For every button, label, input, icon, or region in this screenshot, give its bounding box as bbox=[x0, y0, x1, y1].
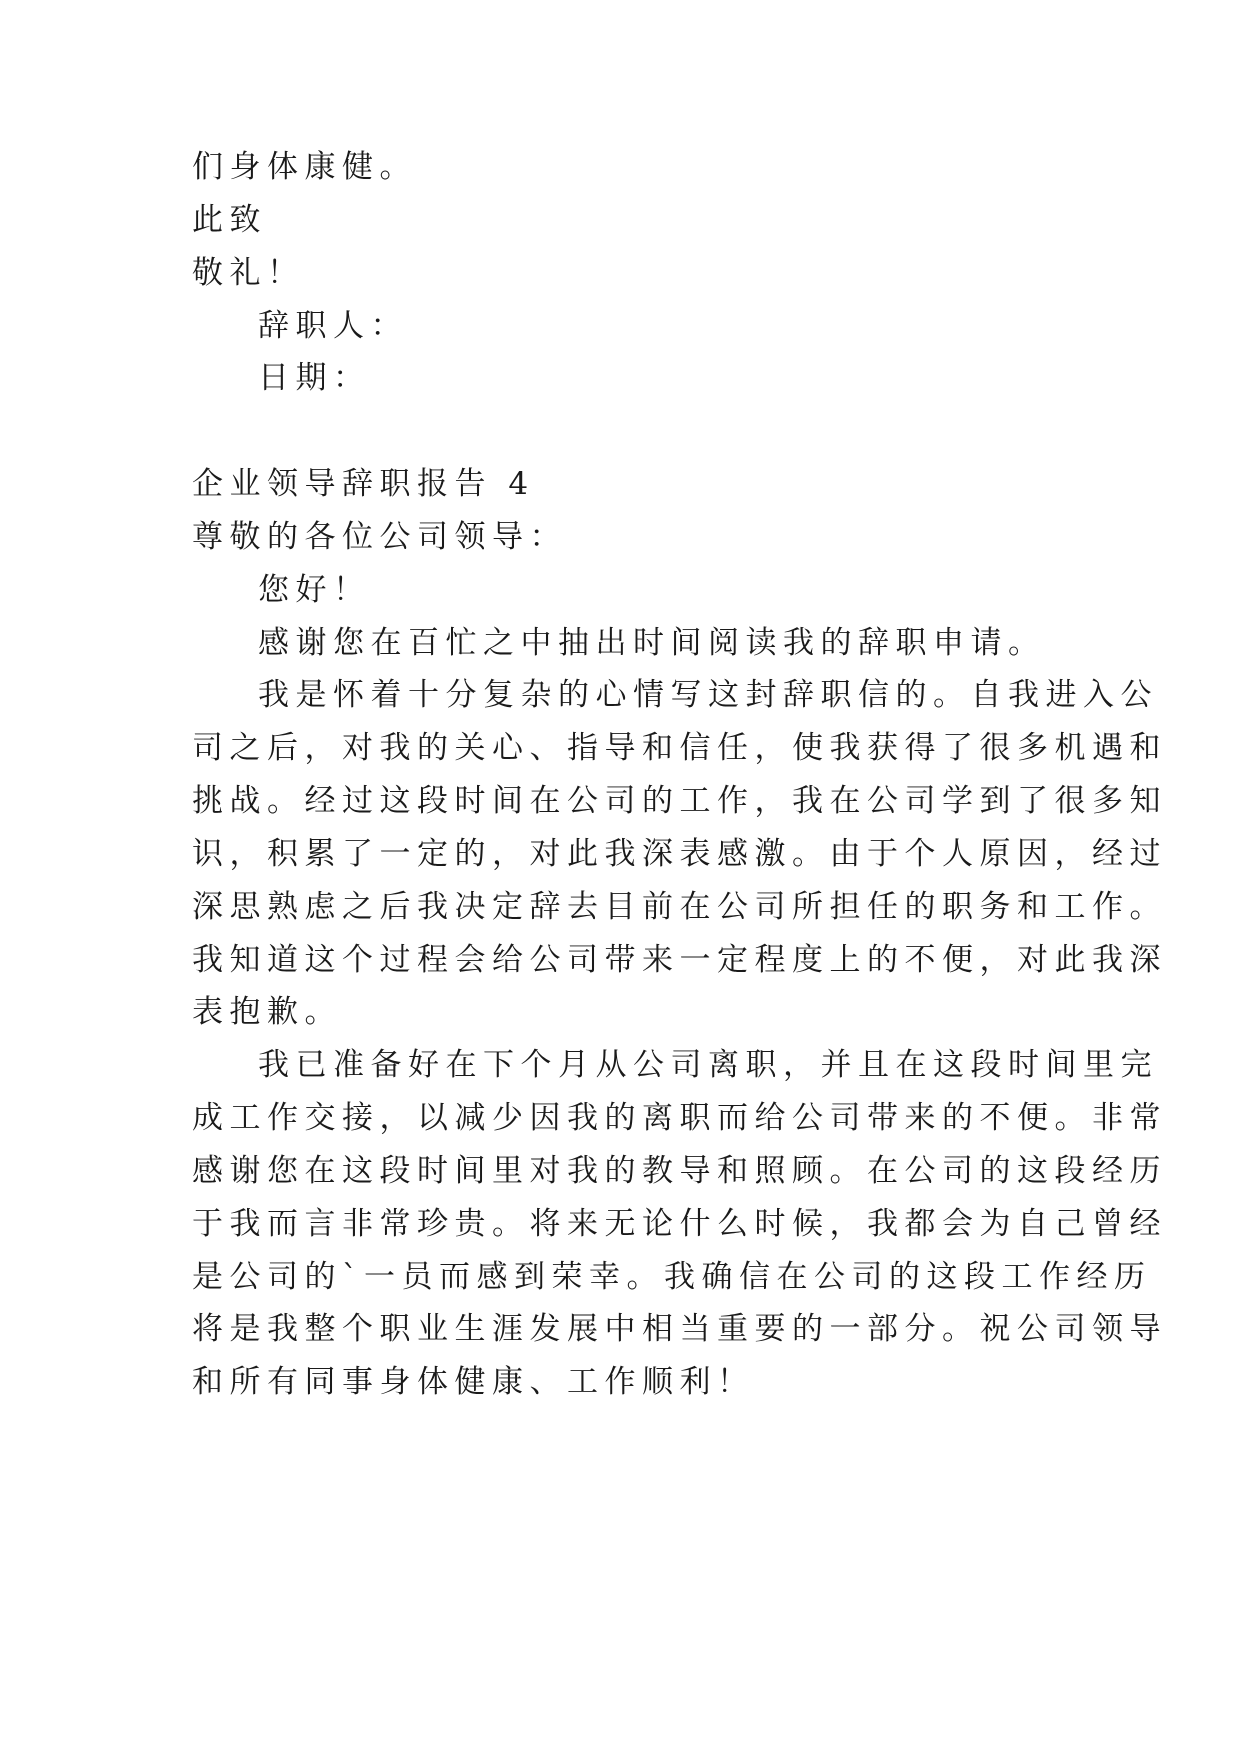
paragraph-2-line: 我是怀着十分复杂的心情写这封辞职信的。自我进入公 bbox=[258, 677, 1158, 713]
paragraph-3-line: 感谢您在这段时间里对我的教导和照顾。在公司的这段经历 bbox=[192, 1153, 1167, 1189]
paragraph-2-line: 识，积累了一定的，对此我深表感激。由于个人原因，经过 bbox=[192, 836, 1167, 872]
paragraph-2-line: 我知道这个过程会给公司带来一定程度上的不便，对此我深 bbox=[192, 942, 1167, 978]
date-label: 日期： bbox=[258, 360, 371, 396]
salutation-jingli: 敬礼！ bbox=[192, 255, 305, 291]
paragraph-3-line: 于我而言非常珍贵。将来无论什么时候，我都会为自己曾经 bbox=[192, 1206, 1167, 1242]
paragraph-3-line: 我已准备好在下个月从公司离职，并且在这段时间里完 bbox=[258, 1047, 1158, 1083]
letter-addressee: 尊敬的各位公司领导： bbox=[192, 519, 567, 555]
letter-title: 企业领导辞职报告 4 bbox=[192, 466, 535, 502]
signer-label: 辞职人： bbox=[258, 308, 408, 344]
paragraph-2-line: 表抱歉。 bbox=[192, 994, 342, 1030]
paragraph-3-line: 和所有同事身体健康、工作顺利！ bbox=[192, 1364, 755, 1400]
letter-greeting: 您好！ bbox=[258, 572, 371, 608]
paragraph-3-line: 是公司的`一员而感到荣幸。我确信在公司的这段工作经历 bbox=[192, 1259, 1152, 1295]
closing-fragment: 们身体康健。 bbox=[192, 149, 417, 185]
salutation-cizhi: 此致 bbox=[192, 202, 267, 238]
paragraph-3-line: 成工作交接，以减少因我的离职而给公司带来的不便。非常 bbox=[192, 1100, 1167, 1136]
paragraph-2-line: 深思熟虑之后我决定辞去目前在公司所担任的职务和工作。 bbox=[192, 889, 1167, 925]
paragraph-2-line: 挑战。经过这段时间在公司的工作，我在公司学到了很多知 bbox=[192, 783, 1167, 819]
paragraph-1: 感谢您在百忙之中抽出时间阅读我的辞职申请。 bbox=[258, 625, 1046, 661]
paragraph-2-line: 司之后，对我的关心、指导和信任，使我获得了很多机遇和 bbox=[192, 730, 1167, 766]
paragraph-3-line: 将是我整个职业生涯发展中相当重要的一部分。祝公司领导 bbox=[192, 1311, 1167, 1347]
